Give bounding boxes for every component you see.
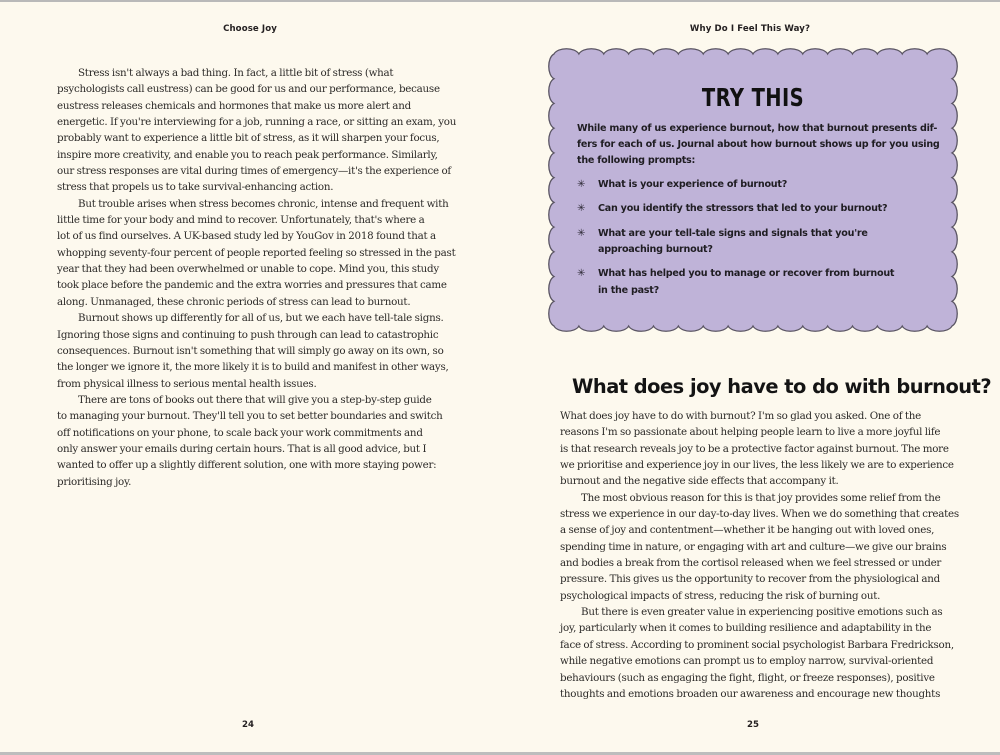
prompt-text: approaching burnout? xyxy=(598,243,713,255)
text-line: to managing your burnout. They'll tell you to set better boundaries and switch xyxy=(57,410,443,423)
prompt-item xyxy=(577,177,937,193)
asterisk-bullet-icon: ✳ xyxy=(577,203,586,215)
text-line: Stress isn't always a bad thing. In fact, a little bit of stress (what xyxy=(78,67,394,79)
text-line: consequences. Burnout isn't something that will simply go away on its own, so xyxy=(57,344,444,357)
text-line: wanted to offer up a slightly different solution, one with more staying power: xyxy=(57,459,437,472)
text-line: energetic. If you're interviewing for a job, running a race, or sitting an exam, you xyxy=(57,116,457,129)
intro-line: the following prompts: xyxy=(577,155,696,167)
text-line: year that they had been overwhelmed or unable to cope. Mind you, this study xyxy=(57,263,439,276)
prompt-list xyxy=(577,177,937,307)
text-line: reasons I'm so passionate about helping people learn to live a more joyful life xyxy=(560,426,941,439)
text-line: inspire more creativity, and enable you to reach peak performance. Similarly, xyxy=(57,148,438,161)
intro-line: While many of us experience burnout, how that burnout presents dif- xyxy=(577,123,938,134)
try-this-title: TRY THIS xyxy=(701,83,805,112)
text-line: is that research reveals joy to be a protective factor against burnout. The more xyxy=(560,442,949,455)
paragraph xyxy=(560,490,980,604)
left-body-text xyxy=(57,65,477,490)
text-line: There are tons of books out there that will give you a step-by-step guide xyxy=(78,393,432,406)
paragraph xyxy=(57,392,477,490)
paragraph xyxy=(57,196,477,310)
text-line: off notifications on your phone, to scale back your work commitments and xyxy=(57,426,423,439)
text-line: we prioritise and experience joy in our lives, the less likely we are to experience xyxy=(560,459,954,472)
text-line: our stress responses are vital during times of emergency—it's the experience of xyxy=(57,165,451,178)
text-line: But there is even greater value in experiencing positive emotions such as xyxy=(581,606,943,619)
text-line: whopping seventy-four percent of people reported feeling so stressed in the past xyxy=(57,246,456,259)
text-line: behaviours (such as engaging the fight, flight, or freeze responses), positive xyxy=(560,671,935,684)
text-line: along. Unmanaged, these chronic periods of stress can lead to burnout. xyxy=(57,295,411,308)
text-line: lot of us find ourselves. A UK-based study led by YouGov in 2018 found that a xyxy=(57,230,436,243)
section-heading: What does joy have to do with burnout? xyxy=(572,375,992,398)
text-line: The most obvious reason for this is that joy provides some relief from the xyxy=(581,491,941,504)
text-line: a sense of joy and contentment—whether it be hanging out with loved ones, xyxy=(560,524,935,537)
prompt-text: in the past? xyxy=(598,284,659,296)
page-number-left: 24 xyxy=(242,720,254,730)
text-line: stress that propels us to take survival-enhancing action. xyxy=(57,181,334,194)
text-line: little time for your body and mind to recover. Unfortunately, that's where a xyxy=(57,214,425,227)
text-line: psychologists call eustress) can be good for us and our performance, because xyxy=(57,83,440,96)
text-line: Ignoring those signs and continuing to push through can lead to catastrophic xyxy=(57,328,439,341)
page-number-right: 25 xyxy=(747,720,759,730)
text-line: only answer your emails during certain hours. That is all good advice, but I xyxy=(57,442,427,455)
asterisk-bullet-icon: ✳ xyxy=(577,179,586,190)
prompt-text: What is your experience of burnout? xyxy=(598,179,788,190)
asterisk-bullet-icon: ✳ xyxy=(577,268,586,280)
paragraph xyxy=(57,310,477,392)
text-line: from physical illness to serious mental health issues. xyxy=(57,377,317,390)
asterisk-bullet-icon: ✳ xyxy=(577,227,586,239)
prompt-item xyxy=(577,201,937,217)
text-line: What does joy have to do with burnout? I'm so glad you asked. One of the xyxy=(560,410,921,422)
right-page xyxy=(500,2,1000,752)
text-line: stress we experience in our day-to-day lives. When we do something that creates xyxy=(560,508,959,521)
paragraph xyxy=(560,604,980,702)
text-line: took place before the pandemic and the extra worries and pressures that came xyxy=(57,279,447,292)
text-line: thoughts and emotions broaden our awareness and encourage new thoughts xyxy=(560,687,941,700)
text-line: the longer we ignore it, the more likely it is to build and manifest in other ways, xyxy=(57,361,449,374)
text-line: while negative emotions can prompt us to employ narrow, survival-oriented xyxy=(560,655,934,668)
try-this-box xyxy=(551,51,955,329)
prompt-item xyxy=(577,226,937,258)
try-this-intro xyxy=(577,121,940,170)
text-line: psychological impacts of stress, reducing the risk of burning out. xyxy=(560,589,881,602)
text-line: Burnout shows up differently for all of us, but we each have tell-tale signs. xyxy=(78,312,444,325)
text-line: probably want to experience a little bit of stress, as it will sharpen your focus, xyxy=(57,132,440,145)
text-line: and bodies a break from the cortisol released when we feel stressed or under xyxy=(560,557,942,570)
text-line: face of stress. According to prominent social psychologist Barbara Fredrickson, xyxy=(560,638,954,651)
text-line: burnout and the negative side effects that accompany it. xyxy=(560,475,839,488)
text-line: spending time in nature, or engaging with art and culture—we give our brains xyxy=(560,540,947,553)
prompt-text: What has helped you to manage or recover from burnout xyxy=(598,268,895,280)
right-body-text xyxy=(560,408,980,702)
running-head-right: Why Do I Feel This Way? xyxy=(689,24,811,34)
prompt-text: Can you identify the stressors that led to your burnout? xyxy=(598,203,888,215)
prompt-item xyxy=(577,266,937,298)
running-head-left: Choose Joy xyxy=(223,24,277,34)
intro-line: fers for each of us. Journal about how burnout shows up for you using xyxy=(577,139,940,151)
text-line: joy, particularly when it comes to building resilience and adaptability in the xyxy=(560,622,932,635)
text-line: But trouble arises when stress becomes chronic, intense and frequent with xyxy=(78,197,449,210)
text-line: eustress releases chemicals and hormones that make us more alert and xyxy=(57,99,411,112)
text-line: pressure. This gives us the opportunity to recover from the physiological and xyxy=(560,573,941,586)
left-page xyxy=(0,2,500,752)
prompt-text: What are your tell-tale signs and signals that you're xyxy=(598,227,868,239)
paragraph xyxy=(57,65,477,196)
paragraph xyxy=(560,408,980,490)
text-line: prioritising joy. xyxy=(57,475,132,488)
